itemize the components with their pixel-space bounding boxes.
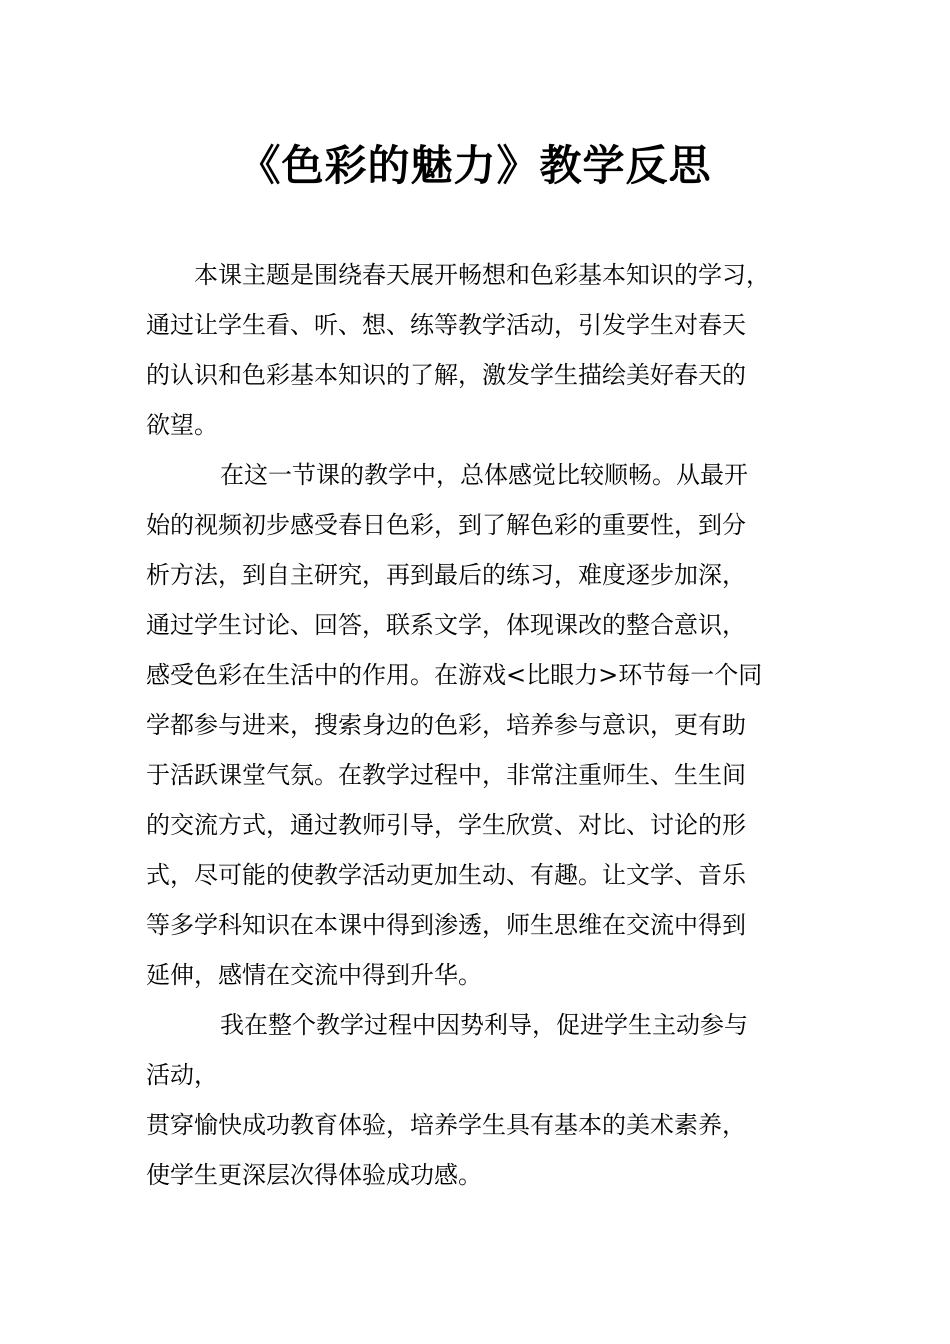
paragraph-3-line-2: 活动， xyxy=(146,1061,218,1089)
paragraph-1-line-1: 本课主题是围绕春天展开畅想和色彩基本知识的学习， xyxy=(194,261,770,289)
paragraph-1-line-3: 的认识和色彩基本知识的了解，激发学生描绘美好春天的 xyxy=(146,361,746,389)
paragraph-2-line-7: 于活跃课堂气氛。在教学过程中，非常注重师生、生生间 xyxy=(146,761,746,789)
paragraph-1-line-2: 通过让学生看、听、想、练等教学活动，引发学生对春天 xyxy=(146,311,746,339)
paragraph-3-line-1: 我在整个教学过程中因势利导，促进学生主动参与 xyxy=(220,1011,748,1039)
document-title: 《色彩的魅力》教学反思 xyxy=(238,141,712,190)
paragraph-2-line-6: 学都参与进来，搜索身边的色彩，培养参与意识，更有助 xyxy=(146,711,746,739)
paragraph-3-line-4: 使学生更深层次得体验成功感。 xyxy=(146,1161,482,1189)
paragraph-2-line-11: 延伸，感情在交流中得到升华。 xyxy=(146,961,482,989)
paragraph-2-line-8: 的交流方式，通过教师引导，学生欣赏、对比、讨论的形 xyxy=(146,811,746,839)
paragraph-2-line-9: 式，尽可能的使教学活动更加生动、有趣。让文学、音乐 xyxy=(146,861,746,889)
document-body xyxy=(146,250,796,1200)
paragraph-2-line-1: 在这一节课的教学中，总体感觉比较顺畅。从最开 xyxy=(220,461,748,489)
paragraph-2-line-3: 析方法，到自主研究，再到最后的练习，难度逐步加深， xyxy=(146,561,746,589)
paragraph-2-line-10: 等多学科知识在本课中得到渗透，师生思维在交流中得到 xyxy=(146,911,746,939)
paragraph-2-line-2: 始的视频初步感受春日色彩，到了解色彩的重要性，到分 xyxy=(146,511,746,539)
paragraph-1-line-4: 欲望。 xyxy=(146,411,218,439)
paragraph-3-line-3: 贯穿愉快成功教育体验，培养学生具有基本的美术素养， xyxy=(146,1111,746,1139)
paragraph-2-line-5: 感受色彩在生活中的作用。在游戏<比眼力>环节每一个同 xyxy=(146,661,763,689)
paragraph-2-line-4: 通过学生讨论、回答，联系文学，体现课改的整合意识， xyxy=(146,611,746,639)
